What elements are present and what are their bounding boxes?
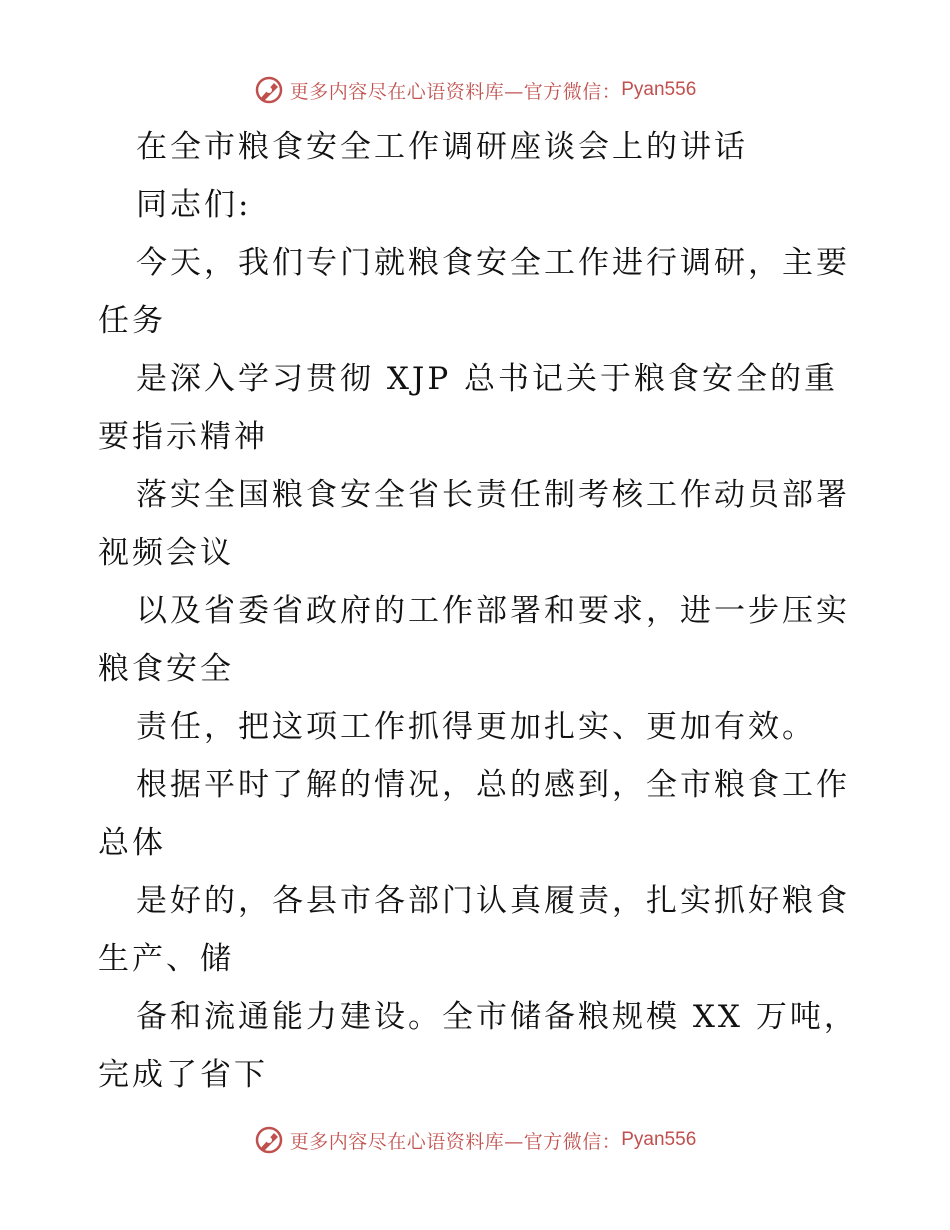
text-line: 以及省委省政府的工作部署和要求，进一步压实: [136, 593, 850, 629]
footer-promo-text: 更多内容尽在心语资料库—官方微信：: [289, 1130, 622, 1153]
header-banner: [0, 70, 950, 110]
text-line: 同志们:: [136, 187, 252, 223]
text-line: 任务: [98, 303, 166, 339]
text-line: 今天，我们专门就粮食安全工作进行调研，主要: [136, 245, 850, 281]
footer-wechat-id: Pyan556: [621, 1129, 697, 1150]
text-line: 完成了省下: [98, 1057, 268, 1093]
text-line: 落实全国粮食安全省长责任制考核工作动员部署: [136, 477, 850, 513]
header-wechat-id: Pyan556: [621, 79, 697, 100]
text-line: 总体: [98, 825, 166, 861]
footer-banner: [0, 1120, 950, 1160]
text-line: 要指示精神: [98, 419, 268, 455]
pen-logo-icon: [254, 75, 284, 105]
header-promo-text: 更多内容尽在心语资料库—官方微信：: [289, 80, 622, 103]
text-line: 责任，把这项工作抓得更加扎实、更加有效。: [136, 709, 816, 745]
text-line: 根据平时了解的情况，总的感到，全市粮食工作: [136, 767, 850, 803]
pen-logo-icon: [254, 1125, 284, 1155]
document-title: 在全市粮食安全工作调研座谈会上的讲话: [136, 129, 748, 165]
text-line: 是深入学习贯彻 XJP 总书记关于粮食安全的重: [136, 361, 839, 397]
text-line: 是好的，各县市各部门认真履责，扎实抓好粮食: [136, 883, 850, 919]
document-body: [98, 118, 858, 1104]
text-line: 生产、储: [98, 941, 234, 977]
text-line: 粮食安全: [98, 651, 234, 687]
text-line: 视频会议: [98, 535, 234, 571]
text-line: 备和流通能力建设。全市储备粮规模 XX 万吨，: [136, 999, 858, 1035]
